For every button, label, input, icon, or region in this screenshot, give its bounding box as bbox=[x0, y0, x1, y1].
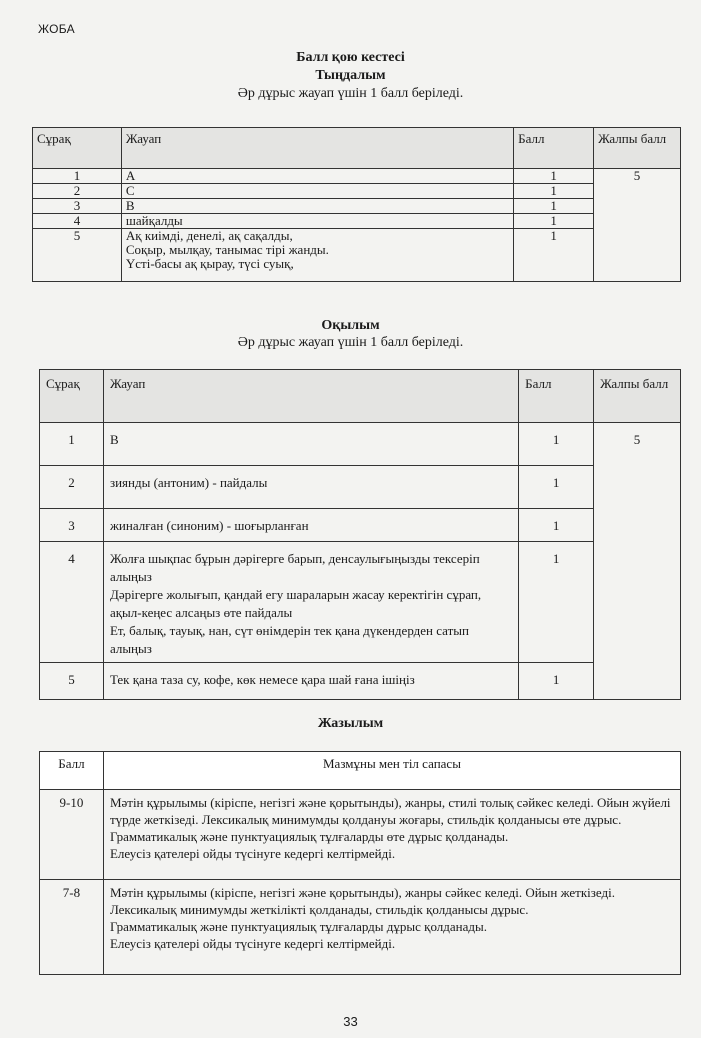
column-header: Жалпы балл bbox=[594, 370, 681, 423]
column-header: Жауап bbox=[103, 370, 518, 423]
answer-line: Дәрігерге жолығып, қандай егу шараларын жасау керектігін сұрап, ақыл-кеңес алсаңыз өте пайдалы bbox=[109, 587, 482, 620]
question-number: 3 bbox=[33, 199, 122, 214]
table-row bbox=[40, 509, 681, 542]
table-row bbox=[40, 466, 681, 509]
score-range: 9-10 bbox=[40, 790, 104, 880]
column-header: Мазмұны мен тіл сапасы bbox=[103, 752, 680, 790]
criteria-cell bbox=[103, 790, 680, 880]
score-cell: 1 bbox=[514, 184, 594, 199]
column-header: Балл bbox=[40, 752, 104, 790]
answer-cell: шайқалды bbox=[121, 214, 513, 229]
scoring-table-title: Балл қою кестесі bbox=[296, 50, 405, 65]
answer-cell: B bbox=[121, 199, 513, 214]
table-header-row bbox=[33, 128, 681, 169]
total-score-cell: 5 bbox=[594, 169, 681, 282]
question-number: 2 bbox=[33, 184, 122, 199]
question-number: 2 bbox=[40, 466, 104, 509]
question-number: 3 bbox=[40, 509, 104, 542]
reading-table bbox=[39, 369, 681, 700]
score-cell: 1 bbox=[514, 169, 594, 184]
question-number: 1 bbox=[40, 423, 104, 466]
column-header: Жалпы балл bbox=[594, 128, 681, 169]
criteria-line: Мәтін құрылымы (кіріспе, негізгі және қорытынды), жанры сәйкес келеді. Ойын жеткізеді. bbox=[109, 885, 616, 900]
column-header: Жауап bbox=[121, 128, 513, 169]
table-row bbox=[40, 880, 681, 975]
reading-heading: Оқылым bbox=[321, 318, 380, 333]
total-score-cell: 5 bbox=[594, 423, 681, 700]
question-number: 4 bbox=[40, 542, 104, 663]
criteria-cell bbox=[103, 880, 680, 975]
table-row bbox=[33, 184, 681, 199]
question-number: 5 bbox=[40, 663, 104, 700]
score-range: 7-8 bbox=[40, 880, 104, 975]
listening-note: Әр дұрыс жауап үшін 1 балл беріледі. bbox=[237, 86, 464, 101]
reading-note: Әр дұрыс жауап үшін 1 балл беріледі. bbox=[237, 335, 464, 350]
listening-table bbox=[32, 127, 681, 282]
score-cell: 1 bbox=[519, 423, 594, 466]
criteria-line: Мәтін құрылымы (кіріспе, негізгі және қорытынды), жанры, стилі толық сәйкес келеді. Ойын жүйелі түрде жеткізеді. Лексикалық минимумды қолдануы жоғары, стильдік қолданысы өте дұрыс. bbox=[109, 795, 671, 827]
answer-cell bbox=[121, 229, 513, 282]
table-header-row bbox=[40, 370, 681, 423]
writing-heading: Жазылым bbox=[317, 716, 384, 731]
answer-line: Ет, балық, тауық, нан, сүт өнімдерін тек қана дүкендерден сатып алыңыз bbox=[109, 623, 469, 656]
page-number: 33 bbox=[343, 1014, 358, 1029]
score-cell: 1 bbox=[514, 229, 594, 282]
column-header: Балл bbox=[514, 128, 594, 169]
column-header: Сұрақ bbox=[33, 128, 122, 169]
column-header: Сұрақ bbox=[40, 370, 104, 423]
answer-cell bbox=[103, 542, 518, 663]
criteria-line: Лексикалық минимумды жеткілікті қолданады, стильдік қолданысы дұрыс. bbox=[109, 902, 529, 917]
score-cell: 1 bbox=[514, 199, 594, 214]
criteria-line: Грамматикалық және пунктуациялық тұлғаларды өте дұрыс қолданады. bbox=[109, 829, 509, 844]
table-row bbox=[33, 229, 681, 282]
score-cell: 1 bbox=[519, 509, 594, 542]
answer-cell: зиянды (антоним) - пайдалы bbox=[103, 466, 518, 509]
table-row bbox=[40, 542, 681, 663]
score-cell: 1 bbox=[514, 214, 594, 229]
score-cell: 1 bbox=[519, 542, 594, 663]
question-number: 1 bbox=[33, 169, 122, 184]
score-cell: 1 bbox=[519, 466, 594, 509]
answer-line: Соқыр, мылқау, танымас тірі жанды. bbox=[125, 242, 329, 257]
criteria-line: Грамматикалық және пунктуациялық тұлғаларды дұрыс қолданады. bbox=[109, 919, 487, 934]
table-header-row bbox=[40, 752, 681, 790]
listening-heading: Тыңдалым bbox=[315, 68, 386, 83]
answer-line: Жолға шықпас бұрын дәрігерге барып, денсаулығыңызды тексеріп алыңыз bbox=[109, 551, 480, 584]
score-cell: 1 bbox=[519, 663, 594, 700]
answer-cell: жиналған (синоним) - шоғырланған bbox=[103, 509, 518, 542]
answer-line: Үсті-басы ақ қырау, түсі суық, bbox=[125, 256, 294, 271]
table-row bbox=[33, 199, 681, 214]
criteria-line: Елеусіз қателері ойды түсінуге кедергі келтірмейді. bbox=[109, 936, 396, 951]
table-row bbox=[33, 169, 681, 184]
question-number: 5 bbox=[33, 229, 122, 282]
answer-line: Ақ киімді, денелі, ақ сақалды, bbox=[125, 228, 293, 243]
answer-cell: C bbox=[121, 184, 513, 199]
table-row bbox=[40, 663, 681, 700]
question-number: 4 bbox=[33, 214, 122, 229]
column-header: Балл bbox=[519, 370, 594, 423]
table-row bbox=[40, 790, 681, 880]
answer-cell: Тек қана таза су, кофе, көк немесе қара шай ғана ішіңіз bbox=[103, 663, 518, 700]
answer-cell: B bbox=[103, 423, 518, 466]
criteria-line: Елеусіз қателері ойды түсінуге кедергі келтірмейді. bbox=[109, 846, 396, 861]
answer-cell: A bbox=[121, 169, 513, 184]
writing-table bbox=[39, 751, 681, 975]
table-row bbox=[40, 423, 681, 466]
draft-label: ЖОБА bbox=[38, 22, 75, 36]
table-row bbox=[33, 214, 681, 229]
